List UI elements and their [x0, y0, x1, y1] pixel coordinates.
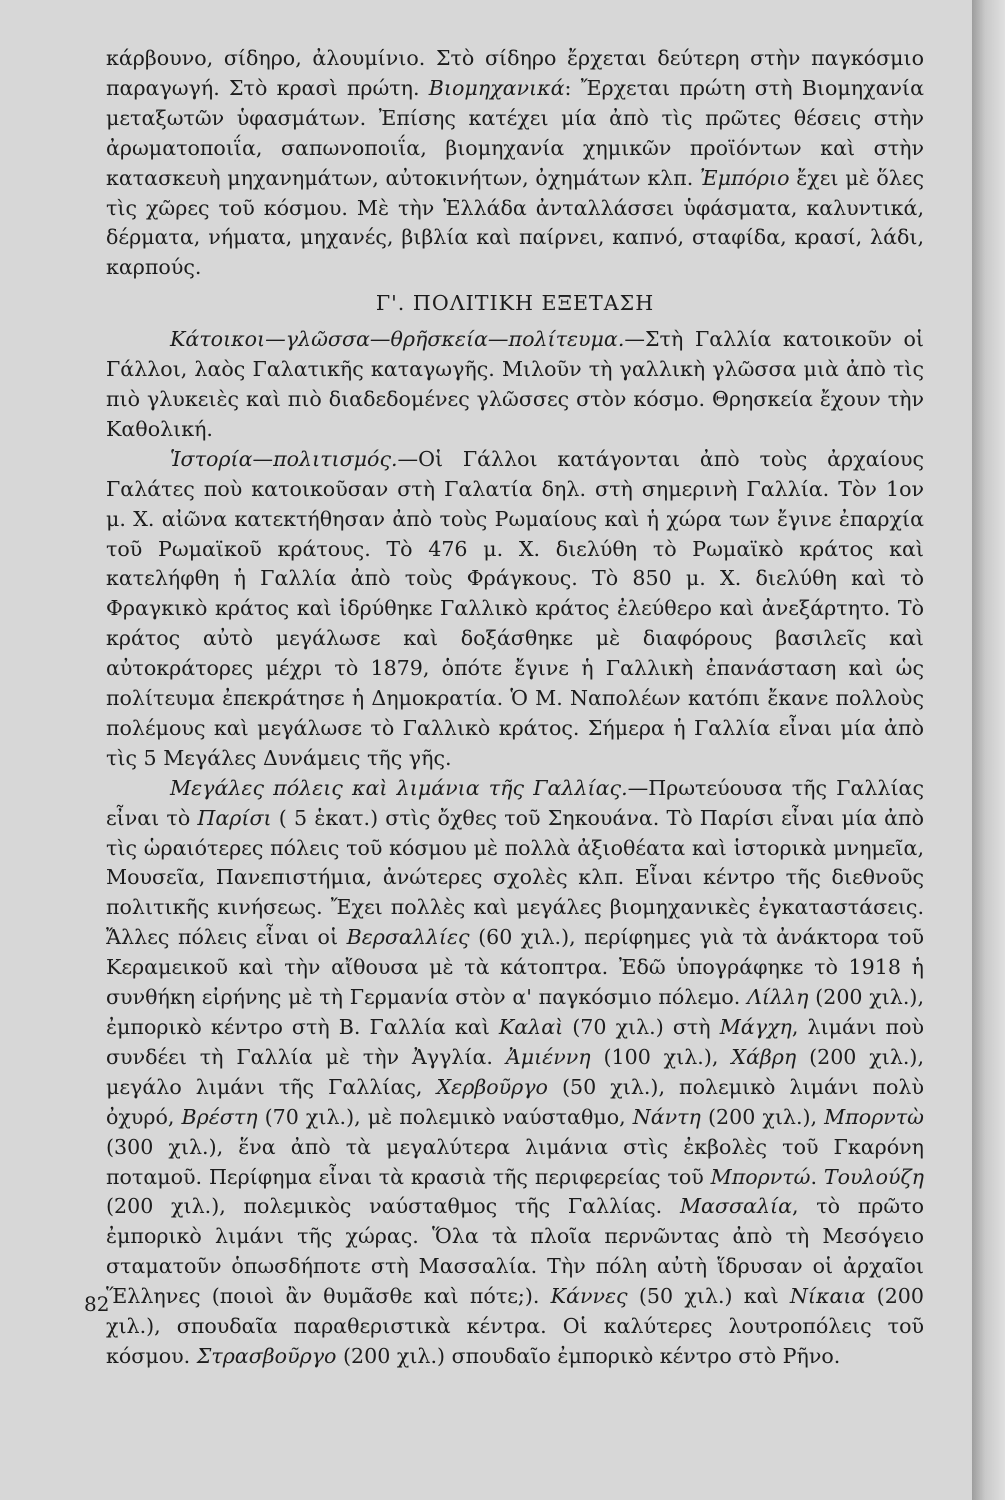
section-heading: Γ'. ΠΟΛΙΤΙΚΗ ΕΞΕΤΑΣΗ	[375, 291, 655, 316]
city-name: Νίκαια	[789, 1284, 866, 1309]
city-name: Παρίσι	[197, 805, 272, 830]
italic-term: Ἐμπόριο	[700, 165, 790, 190]
page-number: 82	[84, 1292, 110, 1316]
city-name: Χερβοῦργο	[436, 1074, 548, 1099]
city-name: Τουλούζη	[823, 1164, 924, 1189]
city-name: Λίλλη	[747, 985, 809, 1010]
paragraph-economy: κάρβουνο, σίδηρο, ἀλουμίνιο. Στὸ σίδηρο ἔρχεται δεύτερη στὴν παγκόσμιο παραγωγή. Στὸ κρασὶ πρώτη. Βιομηχανικά: Ἔρχεται πρώτη στὴ Βιομηχανία μεταξωτῶν ὑφασμάτων. Ἐπίσης κατέχει μία ἀπὸ τὶς πρῶτες θέσεις στὴν ἀρωματοποιΐα, σαπωνοποιΐα, βιομηχανία χημικῶν προϊόντων καὶ στὴν κατασκευὴ μηχανημάτων, αὐτοκινήτων, ὀχημάτων κλπ. Ἐμπόριο ἔχει μὲ ὅλες τὶς χῶρες τοῦ κόσμου. Μὲ τὴν Ἑλλάδα ἀνταλλάσσει ὑφάσματα, καλυντικά, δέρματα, νήματα, μηχανές, βιβλία καὶ παίρνει, καπνό, σταφίδα, κρασί, λάδι, καρπούς.	[106, 46, 924, 280]
city-name: Μάγχη	[719, 1015, 792, 1039]
city-name: Μπορντὼ	[824, 1104, 924, 1129]
city-name: Ἀμιέννη	[505, 1044, 591, 1069]
paragraph-population: Κάτοικοι—γλῶσσα—θρῆσκεία—πολίτευμα.—Στὴ Γαλλία κατοικοῦν οἱ Γάλλοι, λαὸς Γαλατικῆς καταγωγῆς. Μιλοῦν τὴ γαλλικὴ γλῶσσα μιὰ ἀπὸ τὶς πιὸ γλυκειὲς καὶ πιὸ διαδεδομένες γλῶσσες στὸν κόσμο. Θρησκεία ἔχουν τὴν Καθολική.	[106, 327, 924, 441]
paragraph-history: Ἱστορία—πολιτισμός.—Οἱ Γάλλοι κατάγονται ἀπὸ τοὺς ἀρχαίους Γαλάτες ποὺ κατοικοῦσαν στὴ Γαλατία δηλ. στὴ σημερινὴ Γαλλία. Τὸν 1ον μ. Χ. αἰῶνα κατεκτήθησαν ἀπὸ τοὺς Ρωμαίους καὶ ἡ χώρα των ἔγινε ἐπαρχία τοῦ Ρωμαϊκοῦ κράτους. Τὸ 476 μ. Χ. διελύθη τὸ Ρωμαϊκὸ κράτος καὶ κατελήφθη ἡ Γαλλία ἀπὸ τοὺς Φράγκους. Τὸ 850 μ. Χ. διελύθη καὶ τὸ Φραγκικὸ κράτος καὶ ἱδρύθηκε Γαλλικὸ κράτος ἐλεύθερο καὶ ἀνεξάρτητο. Τὸ κράτος αὐτὸ μεγάλωσε καὶ δοξάσθηκε μὲ διαφόρους βασιλεῖς καὶ αὐτοκράτορες μέχρι τὸ 1879, ὁπότε ἔγινε ἡ Γαλλικὴ ἐπανάσταση καὶ ὡς πολίτευμα ἐπεκράτησε ἡ Δημοκρατία. Ὁ Μ. Ναπολέων κατόπι ἔκανε πολλοὺς πολέμους καὶ μεγάλωσε τὸ Γαλλικὸ κράτος. Σήμερα ἡ Γαλλία εἶναι μία ἀπὸ τὶς 5 Μεγάλες Δυνάμεις τῆς γῆς.	[106, 446, 924, 770]
city-name: Μπορντώ	[710, 1164, 811, 1189]
city-name: Κάννες	[550, 1284, 628, 1309]
city-name: Καλαὶ	[498, 1015, 564, 1039]
paragraph-cities: Μεγάλες πόλεις καὶ λιμάνια τῆς Γαλλίας.—Πρωτεύουσα τῆς Γαλλίας εἶναι τὸ Παρίσι ( 5 ἑκατ.) στὶς ὄχθες τοῦ Σηκουάνα. Τὸ Παρίσι εἶναι μία ἀπὸ τὶς ὡραιότερες πόλεις τοῦ κόσμου μὲ πολλὰ ἀξιοθέατα καὶ ἱστορικὰ μνημεῖα, Μουσεῖα, Πανεπιστήμια, ἀνώτερες σχολὲς κλπ. Εἶναι κέντρο τῆς διεθνοῦς πολιτικῆς κινήσεως. Ἔχει πολλὲς καὶ μεγάλες βιομηχανικὲς ἐγκαταστάσεις. Ἄλλες πόλεις εἶναι οἱ Βερσαλλίες (60 χιλ.), περίφημες γιὰ τὰ ἀνάκτορα τοῦ Κεραμεικοῦ καὶ τὴν αἴθουσα μὲ τὰ κάτοπτρα. Ἐδῶ ὑπογράφηκε τὸ 1918 ἡ συνθήκη εἰρήνης μὲ τὴ Γερμανία στὸν α' παγκόσμιο πόλεμο. Λίλλη (200 χιλ.), ἐμπορικὸ κέντρο στὴ Β. Γαλλία καὶ Καλαὶ (70 χιλ.) στὴ Μάγχη, λιμάνι ποὺ συνδέει τὴ Γαλλία μὲ τὴν Ἀγγλία. Ἀμιέννη (100 χιλ.), Χάβρη (200 χιλ.), μεγάλο λιμάνι τῆς Γαλλίας, Χερβοῦργο (50 χιλ.), πολεμικὸ λιμάνι πολὺ ὀχυρό, Βρέστη (70 χιλ.), μὲ πολεμικὸ ναύσταθμο, Νάντη (200 χιλ.), Μπορντὼ (300 χιλ.), ἕνα ἀπὸ τὰ μεγαλύτερα λιμάνια στὶς ἐκβολὲς τοῦ Γκαρόνη ποταμοῦ. Περίφημα εἶναι τὰ κρασιὰ τῆς περιφερείας τοῦ Μπορντώ. Τουλούζη (200 χιλ.), πολεμικὸς ναύσταθμος τῆς Γαλλίας. Μασσαλία, τὸ πρῶτο ἐμπορικὸ λιμάνι τῆς χώρας. Ὅλα τὰ πλοῖα περνῶντας ἀπὸ τὴ Μεσόγειο σταματοῦν ὁπωσδήποτε στὴ Μασσαλία. Τὴν πόλη αὐτὴ ἵδρυσαν οἱ ἀρχαῖοι Ἕλληνες (ποιοὶ ἂν θυμᾶσθε καὶ πότε;). Κάννες (50 χιλ.) καὶ Νίκαια (200 χιλ.), σπουδαῖα παραθεριστικὰ κέντρα. Οἱ καλύτερες λουτροπόλεις τοῦ κόσμου. Στρασβοῦργο (200 χιλ.) σπουδαῖο ἐμπορικὸ κέντρο στὸ Ρῆνο.	[106, 775, 925, 1368]
city-name: Βρέστη	[181, 1104, 258, 1129]
italic-term: Βιομηχανικά	[428, 75, 565, 100]
italic-subheading: Μεγάλες πόλεις καὶ λιμάνια τῆς Γαλλίας.	[170, 775, 628, 800]
italic-subheading: Κάτοικοι—γλῶσσα—θρῆσκεία—πολίτευμα.	[170, 327, 625, 352]
book-gutter	[972, 0, 1005, 1500]
italic-subheading: Ἱστορία—πολιτισμός.	[170, 446, 398, 471]
city-name: Στρασβοῦργο	[196, 1343, 337, 1368]
city-name: Μασσαλία	[679, 1194, 792, 1219]
city-name: Βερσαλλίες	[346, 925, 470, 950]
page-body	[106, 44, 924, 1372]
city-name: Χάβρη	[731, 1044, 797, 1069]
city-name: Νάντη	[632, 1104, 701, 1129]
